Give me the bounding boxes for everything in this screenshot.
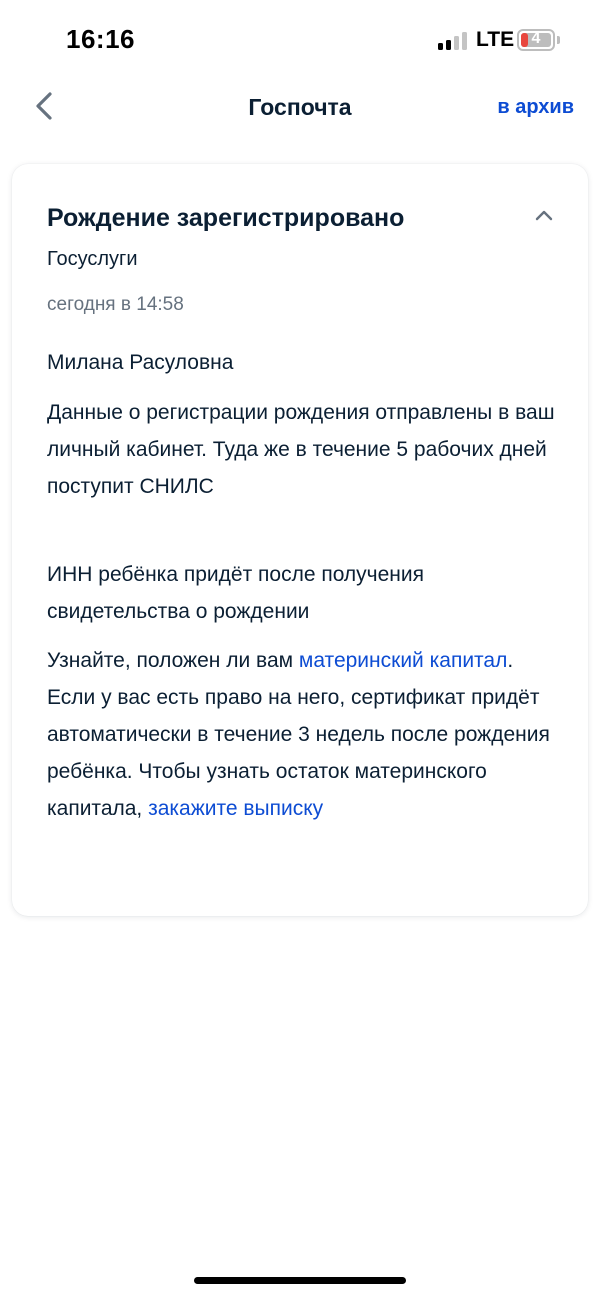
page-title: Госпочта [248,94,352,120]
message-paragraph-2: ИНН ребёнка придёт после получения свидетельства о рождении [47,563,424,623]
message-time: сегодня в 14:58 [47,294,184,315]
archive-button[interactable]: в архив [497,96,574,118]
message-paragraph-3 [47,642,557,827]
home-indicator[interactable] [194,1277,406,1284]
signal-icon [438,32,468,50]
message-greeting: Милана Расуловна [47,351,234,374]
message-title: Рождение зарегистрировано [47,204,405,232]
paragraph-3-intro: Узнайте, положен ли вам [47,649,299,672]
battery-level: 4 [531,30,541,47]
paragraph-3-body: . Если у вас есть право на него, сертификат придёт автоматически в течение 3 недель после рождения ребёнка. Чтобы узнать остаток материнского капитала, [47,649,550,820]
status-time: 16:16 [66,24,135,54]
header [0,80,600,134]
chevron-up-icon [530,204,558,228]
battery-icon [517,29,555,51]
maternity-capital-link[interactable]: материнский капитал [298,649,508,672]
status-bar [0,0,600,80]
message-sender: Госуслуги [47,248,138,270]
message-paragraph-1: Данные о регистрации рождения отправлены в ваш личный кабинет. Туда же в течение 5 рабочих дней поступит СНИЛС [47,401,555,498]
message-card [12,164,588,916]
collapse-button[interactable] [530,204,558,228]
order-statement-link[interactable]: закажите выписку [148,797,324,820]
network-type: LTE [476,28,515,51]
battery-nub [557,36,560,44]
